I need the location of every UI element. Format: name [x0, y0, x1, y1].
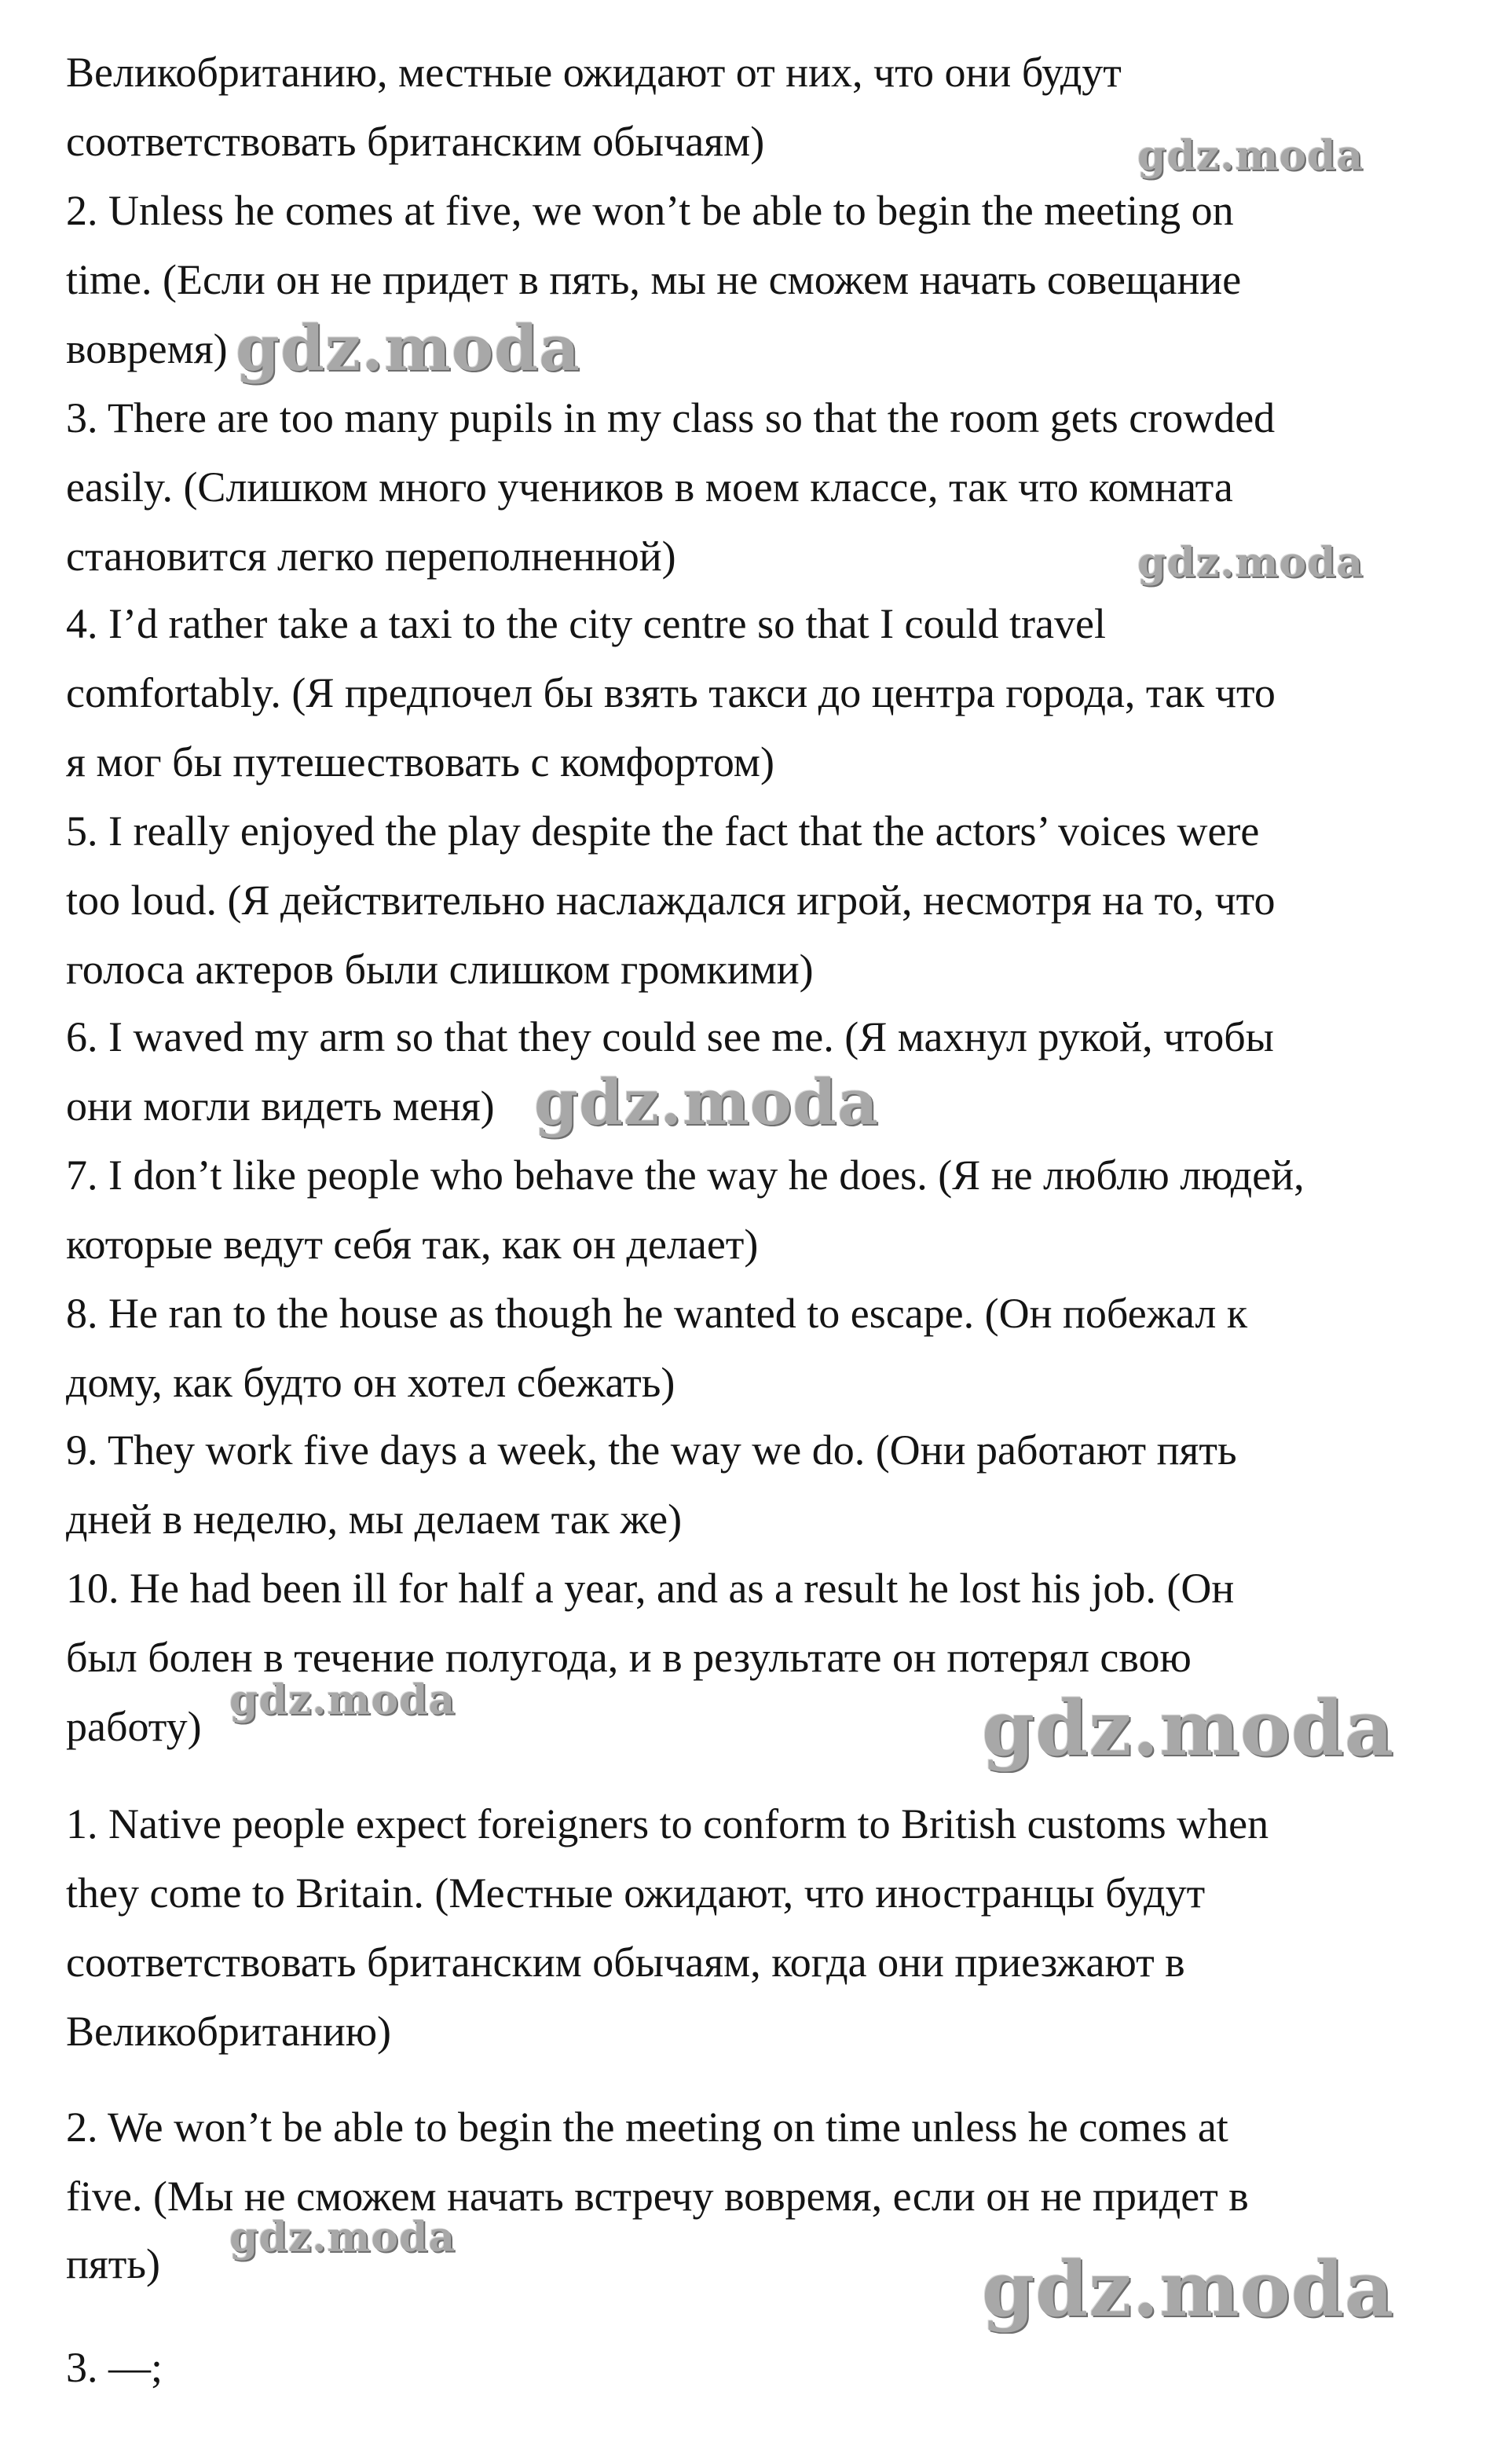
watermark-logo: gdz.moda: [982, 1684, 1395, 1773]
text-line: работу): [66, 1703, 202, 1750]
text-line: comfortably. (Я предпочел бы взять такси до центра города, так что: [66, 669, 1276, 716]
watermark-logo: gdz.moda: [1137, 132, 1364, 180]
text-line: 10. He had been ill for half a year, and as a result he lost his job. (Он: [66, 1565, 1235, 1612]
watermark-logo: gdz.moda: [534, 1065, 879, 1139]
text-line: 1. Native people expect foreigners to conform to British customs when: [66, 1800, 1269, 1847]
text-line: я мог бы путешествовать с комфортом): [66, 738, 774, 785]
text-line: 8. He ran to the house as though he wanted to escape. (Он побежал к: [66, 1290, 1248, 1337]
text-line: пять): [66, 2240, 160, 2287]
text-line: they come to Britain. (Местные ожидают, что иностранцы будут: [66, 1869, 1206, 1917]
text-line: 3. There are too many pupils in my class so that the room gets crowded: [66, 394, 1276, 441]
text-line: 6. I waved my arm so that they could see me. (Я махнул рукой, чтобы: [66, 1013, 1274, 1060]
text-line: которые ведут себя так, как он делает): [66, 1221, 759, 1268]
text-line: 3. —;: [66, 2344, 163, 2391]
text-line: соответствовать британским обычаям, когда они приезжают в: [66, 1939, 1185, 1986]
text-line: 5. I really enjoyed the play despite the fact that the actors’ voices were: [66, 807, 1260, 855]
text-line: дому, как будто он хотел сбежать): [66, 1359, 675, 1406]
text-line: easily. (Слишком много учеников в моем классе, так что комната: [66, 463, 1233, 511]
text-line: дней в неделю, мы делаем так же): [66, 1496, 683, 1543]
text-line: too loud. (Я действительно наслаждался игрой, несмотря на то, что: [66, 877, 1276, 924]
text-line: 2. We won’t be able to begin the meeting on time unless he comes at: [66, 2104, 1228, 2151]
watermark-logo: gdz.moda: [982, 2245, 1395, 2334]
text-line: голоса актеров были слишком громкими): [66, 946, 814, 993]
watermark-logo: gdz.moda: [229, 1676, 456, 1724]
text-line: time. (Если он не придет в пять, мы не сможем начать совещание: [66, 256, 1242, 303]
text-line: был болен в течение полугода, и в результате он потерял свою: [66, 1634, 1192, 1681]
text-line: 7. I don’t like people who behave the way he does. (Я не люблю людей,: [66, 1152, 1305, 1199]
text-line: становится легко переполненной): [66, 533, 676, 580]
text-line: 2. Unless he comes at five, we won’t be able to begin the meeting on: [66, 187, 1234, 234]
text-line: 9. They work five days a week, the way we do. (Они работают пять: [66, 1426, 1237, 1474]
text-line: соответствовать британским обычаям): [66, 118, 765, 165]
text-line: Великобританию, местные ожидают от них, что они будут: [66, 49, 1122, 96]
watermark-logo: gdz.moda: [236, 311, 580, 385]
text-line: five. (Мы не сможем начать встречу вовремя, если он не придет в: [66, 2173, 1249, 2220]
text-line: они могли видеть меня): [66, 1082, 495, 1130]
watermark-logo: gdz.moda: [1137, 539, 1364, 587]
watermark-logo: gdz.moda: [229, 2213, 456, 2261]
text-line: Великобританию): [66, 2008, 392, 2055]
text-line: вовремя): [66, 325, 228, 372]
text-line: 4. I’d rather take a taxi to the city centre so that I could travel: [66, 600, 1106, 647]
